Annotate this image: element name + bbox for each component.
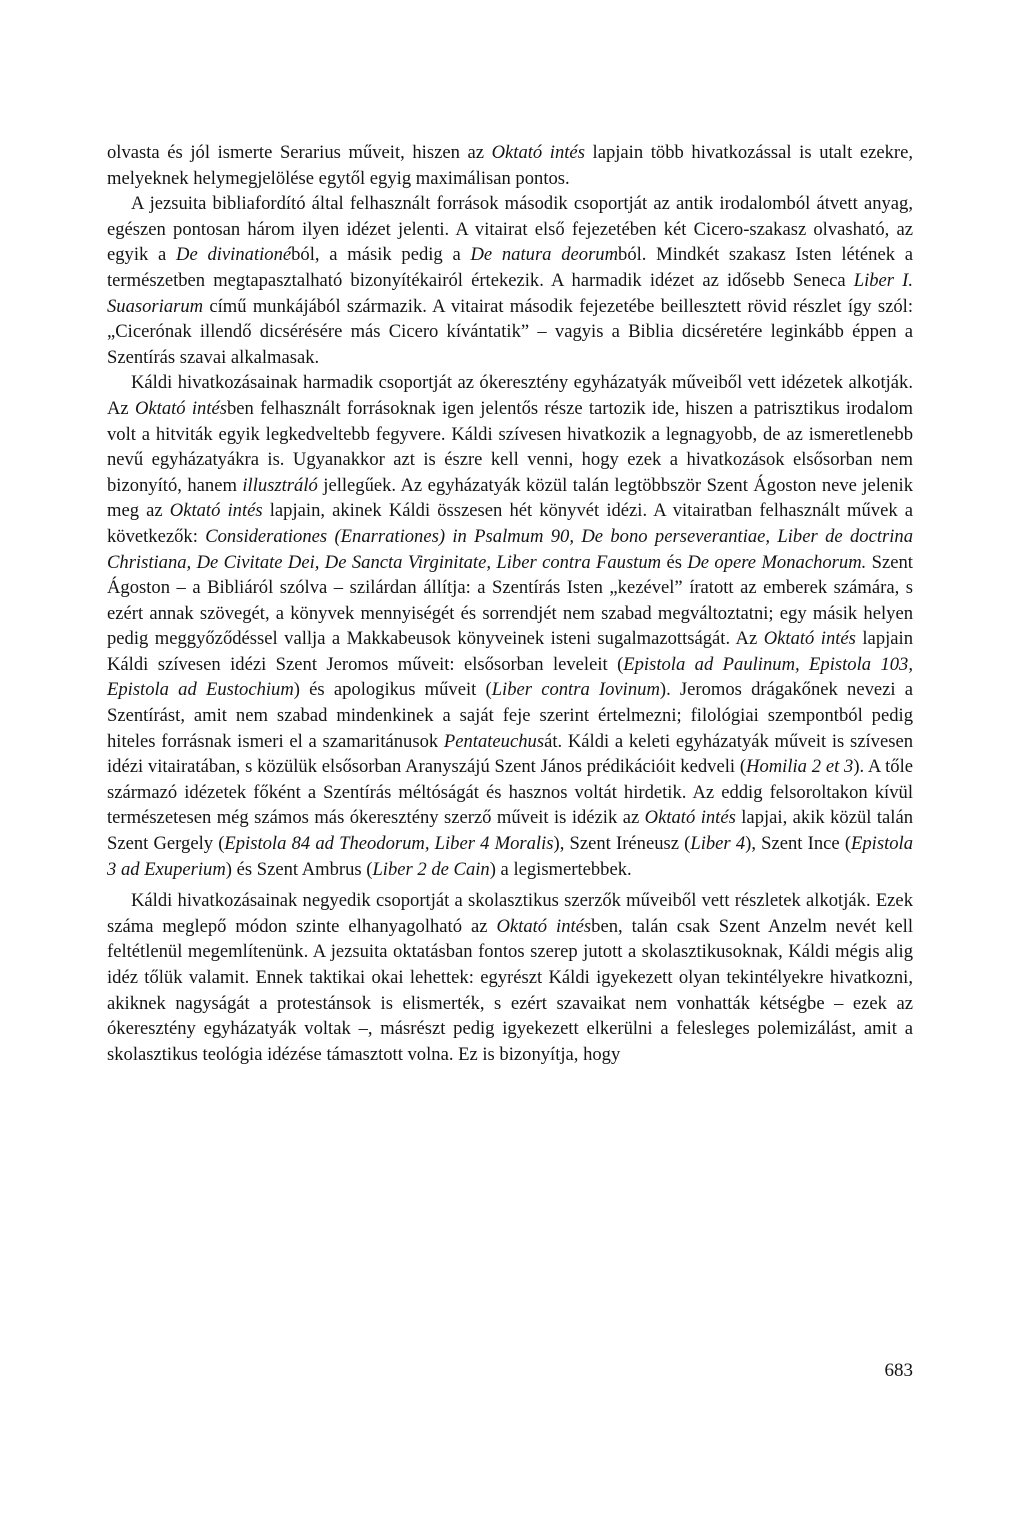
italic-title-text: De divinationé [176,244,292,266]
italic-title-text: Oktató intés [134,397,227,419]
italic-title-text: Oktató intés [491,142,585,163]
italic-title-text: Oktató intés [644,807,736,829]
paragraph-text: ) és apologikus műveit ( [293,679,492,701]
paragraph-text: ból, a másik pedig a [291,244,471,266]
italic-title-text: Epistola 84 ad Theodorum, Liber 4 Moralis [224,833,554,855]
body-paragraph [107,888,913,1067]
paragraph-text: lapjain több hivatkozással is utalt ezekre, melyeknek helymegjelölése egytől egyig maximálisan pontos. [107,142,913,189]
italic-title-text: Liber contra Iovinum [491,679,660,701]
paragraph-text: olvasta és jól ismerte Serarius műveit, hiszen az [107,142,492,163]
italic-title-text: De natura deorum [470,244,619,266]
body-paragraph [107,370,913,882]
paragraph-text: és [661,551,688,573]
italic-title-text: Epistola ad Paulinum, Epistola 103, Epistola ad Eustochium [107,653,913,701]
paragraph-text: ben felhasznált forrásoknak igen jelentős része tartozik ide, hiszen a patrisztikus irodalom volt a hitviták egyik legkedveltebb fegyvere. Káldi szívesen hivatkozik a legnagyobb, de az ismeretlenebb nevű egyházatyákra is. Ugyanakkor azt is észre kell venni, hogy ezek a hivatkozások elsősorban nem bizonyító, hanem [107,397,914,496]
italic-title-text: illusztráló [242,474,318,496]
paragraph-text: című munkájából származik. A vitairat második fejezetébe beillesztett rövid részlet így szól: „Cicerónak illendő dicsérésére más Cicero kívántatik” – vagyis a Biblia dicséretére leginkább éppen a Szentírás szavai alkalmasak. [107,295,913,368]
paragraph-text: ), Szent Iréneusz ( [553,833,691,855]
italic-title-text: Considerationes (Enarrationes) in Psalmum 90, De bono perseverantiae, Liber de doctrina Christiana, De Civitate Dei, De Sancta Virginitate, Liber contra Faustum [107,525,913,573]
italic-title-text: Epistola 3 ad Exuperium [107,833,913,880]
paragraph-text: jellegűek. Az egyházatyák közül talán legtöbbször Szent Ágoston neve jelenik meg az [107,474,913,522]
paragraph-text: ból. Mindkét szakasz Isten létének a természetben megtapasztalható bizonyítékairól értekezik. A harmadik idézet az idősebb Seneca [107,244,914,291]
paragraph-text: lapjain, akinek Káldi összesen hét könyvét idézi. A vitairatban felhasznált művek a következők: [107,500,913,547]
paragraph-text: lapjai, akik közül talán Szent Gergely ( [107,807,914,855]
paragraph-text: Káldi hivatkozásainak harmadik csoportját az ókeresztény egyházatyák műveiből vett idézetek alkotják. Az [107,372,913,419]
paragraph-text: ). A tőle származó idézetek főként a Szentírás méltóságát és hasznos voltát hirdetik. Az eddig felsoroltakon kívül természetesen még számos más ókeresztény szerző műveit is idézik az [107,756,913,829]
paragraph-text: ). Jeromos drágakőnek nevezi a Szentírást, amit nem szabad mindenkinek a saját feje szerint értelmezni; filológiai szempontból pedig hiteles forrásnak ismeri el a szamaritánusok [107,679,913,752]
italic-title-text: Pentateuchus [443,730,545,752]
italic-title-text: Liber 2 de Cain [372,858,490,880]
paragraph-text: lapjain Káldi szívesen idézi Szent Jeromos műveit: elsősorban leveleit ( [107,628,913,675]
paragraph-text: ), Szent Ince ( [745,833,852,855]
paragraph-text: ben, talán csak Szent Anzelm nevét kell feltétlenül megemlítenünk. A jezsuita oktatásban fontos szerep jutott a skolasztikusoknak, Káldi mégis alig idéz tőlük valamit. Ennek taktikai okai lehettek: egyrészt Káldi igyekezett olyan tekintélyekre hivatkozni, akiknek nagyságát a protestánsok is elismerték, s ezért szavaikat nem vonhatták kétségbe – ezek az ókeresztény egyházatyák voltak –, másrészt pedig igyekezett elkerülni a felesleges polemizálást, amit a skolasztikus teológia idézése támasztott volna. Ez is bizonyítja, hogy [107,915,913,1065]
body-paragraph [107,140,913,191]
italic-title-text: Liber 4 [690,833,746,855]
italic-title-text: Oktató intés [496,915,592,937]
italic-title-text: Liber I. Suasoriarum [107,269,913,317]
paragraph-text: ) és Szent Ambrus ( [225,858,373,880]
paragraph-text: A jezsuita bibliafordító által felhasznált források második csoportját az antik irodalomból átvett anyag, egészen pontosan három ilyen idézet jelenti. A vitairat első fejezetében két Cicero-szakasz olvasható, az egyik a [107,193,913,266]
page-number: 683 [884,1360,913,1381]
body-paragraph [107,191,913,370]
italic-title-text: De opere Monachorum. [687,551,867,573]
italic-title-text: Oktató intés [169,500,263,522]
paragraph-text: Káldi hivatkozásainak negyedik csoportját a skolasztikus szerzők műveiből vett részletek alkotják. Ezek száma meglepő módon szinte elhanyagolható az [107,890,913,937]
italic-title-text: Homilia 2 et 3 [746,756,854,778]
paragraph-text: ) a legismertebbek. [489,858,632,880]
paragraph-text: Szent Ágoston – a Bibliáról szólva – szilárdan állítja: a Szentírás Isten „kezével” íratott az emberek számára, s ezért annak szövegét, a könyvek mennyiségét és sorrendjét nem szabad megváltoztatni; egy másik helyen pedig meggyőződéssel vallja a Makkabeusok könyveinek isteni sugalmazottságát. Az [107,551,913,650]
paragraph-text: át. Káldi a keleti egyházatyák műveit is szívesen idézi vitairatában, s közülük elsősorban Aranyszájú Szent János prédikációit kedveli ( [107,730,913,778]
page-body [107,140,913,1067]
italic-title-text: Oktató intés [763,628,856,650]
